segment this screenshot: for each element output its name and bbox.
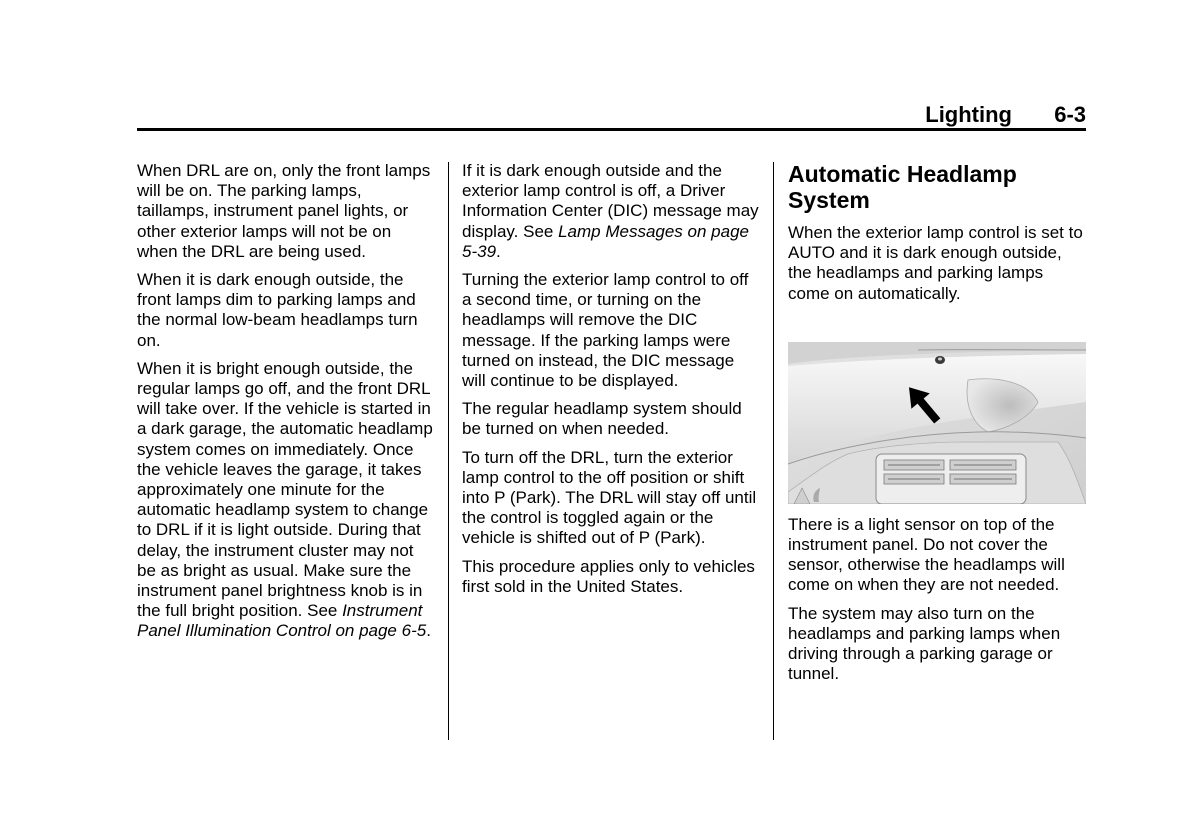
- column-1: [137, 161, 435, 650]
- paragraph: [462, 161, 762, 262]
- light-sensor-illustration: [788, 342, 1086, 504]
- paragraph: Turning the exterior lamp control to off a second time, or turning on the headlamps will remove the DIC message. If the parking lamps were turned on instead, the DIC message will continue to be displayed.: [462, 270, 749, 391]
- page-header: [137, 101, 1086, 129]
- paragraph-text: If it is dark enough outside and the exterior lamp control is off, a Driver Information Center (DIC) message may display. See: [462, 161, 759, 241]
- paragraph: The system may also turn on the headlamps and parking lamps when driving through a parking garage or tunnel.: [788, 603, 1061, 684]
- section-title: Lighting: [925, 102, 1012, 127]
- column-3: [788, 161, 1088, 692]
- paragraph: [137, 359, 435, 642]
- paragraph-end: .: [496, 241, 501, 261]
- paragraph-end: .: [426, 621, 431, 641]
- cross-reference-link[interactable]: Lamp Messages on page 5-39: [462, 221, 749, 261]
- paragraph: To turn off the DRL, turn the exterior lamp control to the off position or shift into P (Park). The DRL will stay off until the control is toggled again or the vehicle is shifted out of P (Park).: [462, 447, 757, 548]
- paragraph: There is a light sensor on top of the instrument panel. Do not cover the sensor, otherwise the headlamps will come on when they are not needed.: [788, 514, 1065, 595]
- section-heading: Automatic Headlamp System: [788, 161, 1017, 213]
- paragraph: When the exterior lamp control is set to AUTO and it is dark enough outside, the headlamps and parking lamps come on automatically.: [788, 223, 1083, 303]
- column-divider: [773, 162, 774, 740]
- column-2: [462, 161, 762, 605]
- paragraph: When it is dark enough outside, the front lamps dim to parking lamps and the normal low-beam headlamps turn on.: [137, 270, 418, 350]
- paragraph-text: When it is bright enough outside, the regular lamps go off, and the front DRL will take over. If the vehicle is started in a dark garage, the automatic headlamp system comes on immediately. Once the vehicle leaves the garage, it takes approximately one minute for the automatic headlamp system to change to DRL if it is light outside. During that delay, the instrument cluster may not be as bright as usual. Make sure the instrument panel brightness knob is in the full bright position. See: [137, 358, 433, 621]
- paragraph: This procedure applies only to vehicles first sold in the United States.: [462, 556, 755, 596]
- header-rule: [137, 128, 1086, 131]
- paragraph: When DRL are on, only the front lamps will be on. The parking lamps, taillamps, instrument panel lights, or other exterior lamps will not be on when the DRL are being used.: [137, 161, 431, 261]
- paragraph: The regular headlamp system should be turned on when needed.: [462, 399, 742, 439]
- column-divider: [448, 162, 449, 740]
- cross-reference-link[interactable]: Instrument Panel Illumination Control on page 6-5: [137, 601, 427, 641]
- page-number: 6-3: [1054, 102, 1086, 127]
